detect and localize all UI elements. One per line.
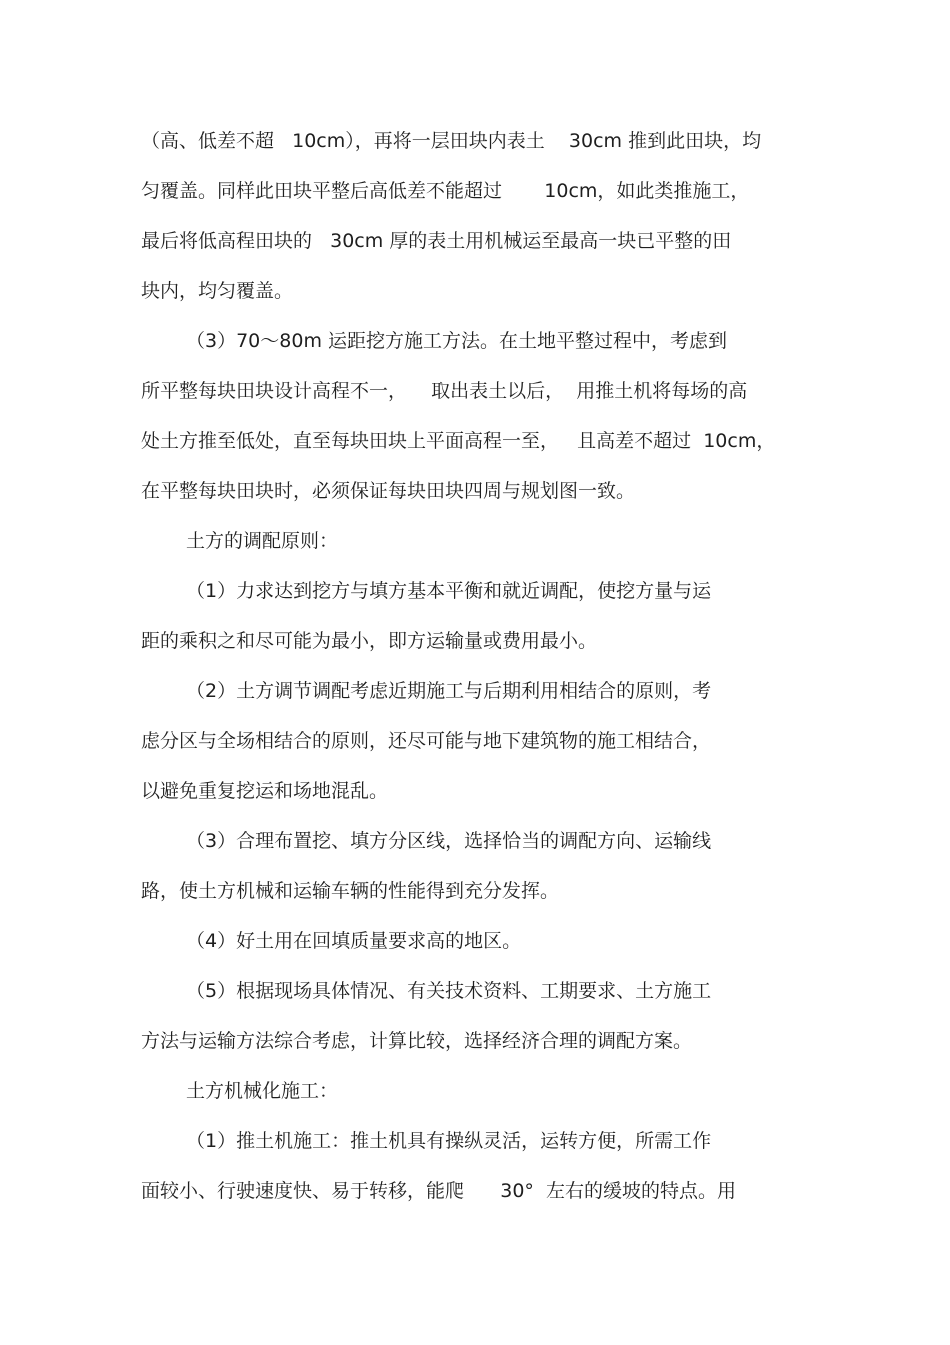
text-line: 匀覆盖。同样此田块平整后高低差不能超过 10cm，如此类推施工， — [141, 180, 750, 202]
text-line: （1）推土机施工：推土机具有操纵灵活，运转方便，所需工作 — [186, 1130, 712, 1152]
text-line: 最后将低高程田块的 30cm 厚的表土用机械运至最高一块已平整的田 — [141, 230, 732, 252]
text-line: 处土方推至低处，直至每块田块上平面高程一至， 且高差不超过 10cm， — [141, 430, 776, 452]
text-line: 块内，均匀覆盖。 — [141, 280, 294, 302]
text-line: 以避免重复挖运和场地混乱。 — [141, 780, 389, 802]
section-heading: 土方机械化施工： — [186, 1080, 339, 1102]
text-line: （3）合理布置挖、填方分区线，选择恰当的调配方向、运输线 — [186, 830, 712, 852]
text-line: （1）力求达到挖方与填方基本平衡和就近调配，使挖方量与运 — [186, 580, 712, 602]
text-line: 方法与运输方法综合考虑，计算比较，选择经济合理的调配方案。 — [141, 1030, 693, 1052]
text-line: （3）70～80m 运距挖方施工方法。在土地平整过程中，考虑到 — [186, 330, 727, 352]
section-heading: 土方的调配原则： — [186, 530, 339, 552]
text-line: 在平整每块田块时，必须保证每块田块四周与规划图一致。 — [141, 480, 636, 502]
text-line: （5）根据现场具体情况、有关技术资料、工期要求、土方施工 — [186, 980, 712, 1002]
text-line: （4）好土用在回填质量要求高的地区。 — [186, 930, 522, 952]
text-line: 距的乘积之和尽可能为最小，即方运输量或费用最小。 — [141, 630, 598, 652]
text-line: 面较小、行驶速度快、易于转移，能爬 30° 左右的缓坡的特点。用 — [141, 1180, 736, 1202]
text-line: 所平整每块田块设计高程不一， 取出表土以后， 用推土机将每场的高 — [141, 380, 748, 402]
text-line: （2）土方调节调配考虑近期施工与后期利用相结合的原则，考 — [186, 680, 712, 702]
text-line: 路，使土方机械和运输车辆的性能得到充分发挥。 — [141, 880, 560, 902]
text-line: 虑分区与全场相结合的原则，还尽可能与地下建筑物的施工相结合， — [141, 730, 712, 752]
text-line: （高、低差不超 10cm），再将一层田块内表土 30cm 推到此田块，均 — [141, 130, 762, 152]
